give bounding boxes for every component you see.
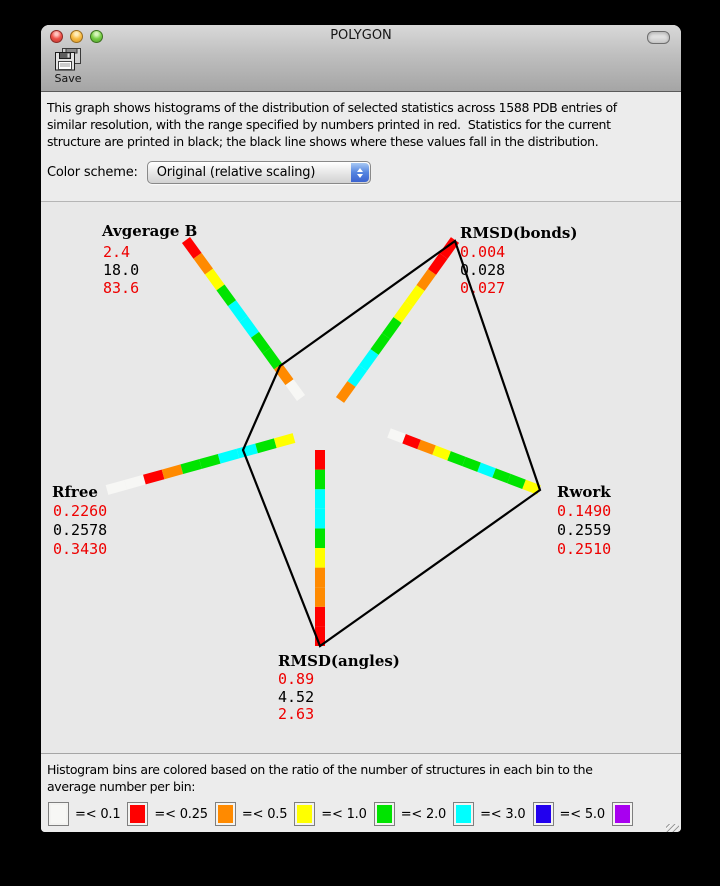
histogram-bin-yellow <box>434 450 449 456</box>
legend-swatch-red[interactable] <box>127 802 148 826</box>
histogram-bin-green <box>255 335 267 351</box>
description-line-2: similar resolution, with the range specified by numbers printed in red. Statistics for the current <box>47 117 611 132</box>
histogram-bin-yellow <box>398 304 410 320</box>
axis-value-max: 0.2510 <box>557 540 612 558</box>
histogram-bin-cyan <box>352 368 364 384</box>
histogram-bin-orange <box>421 272 433 288</box>
window-title: POLYGON <box>330 28 392 43</box>
description-line-1: This graph shows histograms of the distribution of selected statistics across 1588 PDB entries of <box>47 100 617 115</box>
axis-value-max: 0.3430 <box>53 540 108 558</box>
histogram-bin-cyan <box>244 319 256 335</box>
polygon-window <box>41 25 681 832</box>
histogram-bin-green <box>257 443 276 448</box>
histogram-bin-green <box>201 459 220 464</box>
histogram-bin-red <box>432 256 444 272</box>
legend-swatch-white[interactable] <box>48 802 69 826</box>
legend-text-line-2: average number per bin: <box>47 779 196 794</box>
legend-swatch-yellow[interactable] <box>294 802 315 826</box>
histogram-bin-green <box>221 287 233 303</box>
legend-swatch-cyan[interactable] <box>453 802 474 826</box>
axis-value-current: 18.0 <box>103 261 140 279</box>
plot-canvas <box>41 202 681 754</box>
legend-bin-label: =< 0.25 <box>154 806 208 822</box>
chevron-down-icon <box>357 174 363 178</box>
description-panel <box>41 92 681 202</box>
description-line-3: structure are printed in black; the black line shows where these values fall in the distribution. <box>47 134 599 149</box>
axis-value-max: 2.63 <box>278 705 315 723</box>
histogram-bin-green <box>182 464 201 469</box>
legend-bin-label: =< 1.0 <box>321 806 367 822</box>
histogram-bin-orange <box>198 256 210 272</box>
axis-value-current: 4.52 <box>278 688 315 706</box>
histogram-bin-white <box>389 433 404 439</box>
axis-value-min: 0.004 <box>460 243 506 261</box>
histogram-bin-orange <box>419 444 434 450</box>
axis-label: RMSD(bonds) <box>460 224 578 242</box>
color-scheme-row <box>47 161 673 184</box>
histogram-bin-yellow <box>209 272 221 288</box>
save-icon <box>55 48 82 71</box>
legend-text-line-1: Histogram bins are colored based on the ratio of the number of structures in each bin to the <box>47 762 593 777</box>
histogram-bin-yellow <box>409 288 421 304</box>
axis-value-max: 0.027 <box>460 279 506 297</box>
histogram-bin-green <box>494 473 509 479</box>
title-bar[interactable] <box>41 25 681 47</box>
histogram-bin-green <box>386 320 398 336</box>
save-button[interactable] <box>48 48 88 85</box>
histogram-bin-white <box>107 485 126 490</box>
histogram-bin-yellow <box>524 484 539 490</box>
axis-label: Avgerage B <box>102 222 198 240</box>
color-scheme-dropdown[interactable] <box>147 161 371 184</box>
histogram-bin-green <box>449 456 464 462</box>
histogram-bin-red <box>144 474 163 479</box>
polygon-chart <box>41 202 681 753</box>
toolbar-toggle-button[interactable] <box>647 31 670 44</box>
histogram-bin-green <box>375 336 387 352</box>
chevron-up-icon <box>357 168 363 172</box>
save-button-label: Save <box>54 72 82 85</box>
window-header <box>41 25 681 92</box>
legend-swatch-purple[interactable] <box>612 802 633 826</box>
axis-value-min: 0.1490 <box>557 502 612 520</box>
axis-label: Rwork <box>557 483 611 501</box>
histogram-bin-cyan <box>363 352 375 368</box>
histogram-bin-cyan <box>479 467 494 473</box>
dropdown-stepper-icon <box>351 163 369 182</box>
histogram-bin-cyan <box>238 448 257 453</box>
axis-value-min: 2.4 <box>103 243 131 261</box>
histogram-bin-orange <box>340 384 352 400</box>
histogram-bin-red <box>186 240 198 256</box>
axis-label: RMSD(angles) <box>278 652 400 670</box>
legend-bin-label: =< 3.0 <box>480 806 526 822</box>
histogram-bin-orange <box>163 469 182 474</box>
histogram-bin-red <box>404 439 419 445</box>
legend-swatch-orange[interactable] <box>215 802 236 826</box>
histogram-bin-green <box>267 351 279 367</box>
legend-swatch-blue[interactable] <box>533 802 554 826</box>
histogram-bin-yellow <box>275 438 294 443</box>
axis-value-current: 0.2578 <box>53 521 108 539</box>
color-scheme-label: Color scheme: <box>47 165 138 180</box>
legend-bin-label: =< 0.5 <box>241 806 288 822</box>
legend-swatch-green[interactable] <box>374 802 395 826</box>
color-scheme-selected: Original (relative scaling) <box>156 165 316 180</box>
legend-panel <box>41 754 681 832</box>
resize-grip[interactable] <box>666 824 679 832</box>
histogram-bin-white <box>126 480 145 485</box>
axis-value-current: 0.028 <box>460 261 506 279</box>
legend-row <box>48 802 673 826</box>
legend-bin-label: =< 5.0 <box>559 806 605 822</box>
axis-label: Rfree <box>52 483 98 501</box>
histogram-bin-white <box>290 382 302 398</box>
axis-value-max: 83.6 <box>103 279 140 297</box>
histogram-bin-cyan <box>232 303 244 319</box>
legend-bin-label: =< 0.1 <box>75 806 121 822</box>
toolbar <box>41 47 681 91</box>
legend-bin-label: =< 2.0 <box>400 806 447 822</box>
histogram-bin-green <box>509 479 524 485</box>
axis-value-min: 0.2260 <box>53 502 108 520</box>
histogram-bin-cyan <box>219 454 238 459</box>
axis-value-current: 0.2559 <box>557 521 612 539</box>
axis-value-min: 0.89 <box>278 670 315 688</box>
histogram-bin-green <box>464 462 479 468</box>
